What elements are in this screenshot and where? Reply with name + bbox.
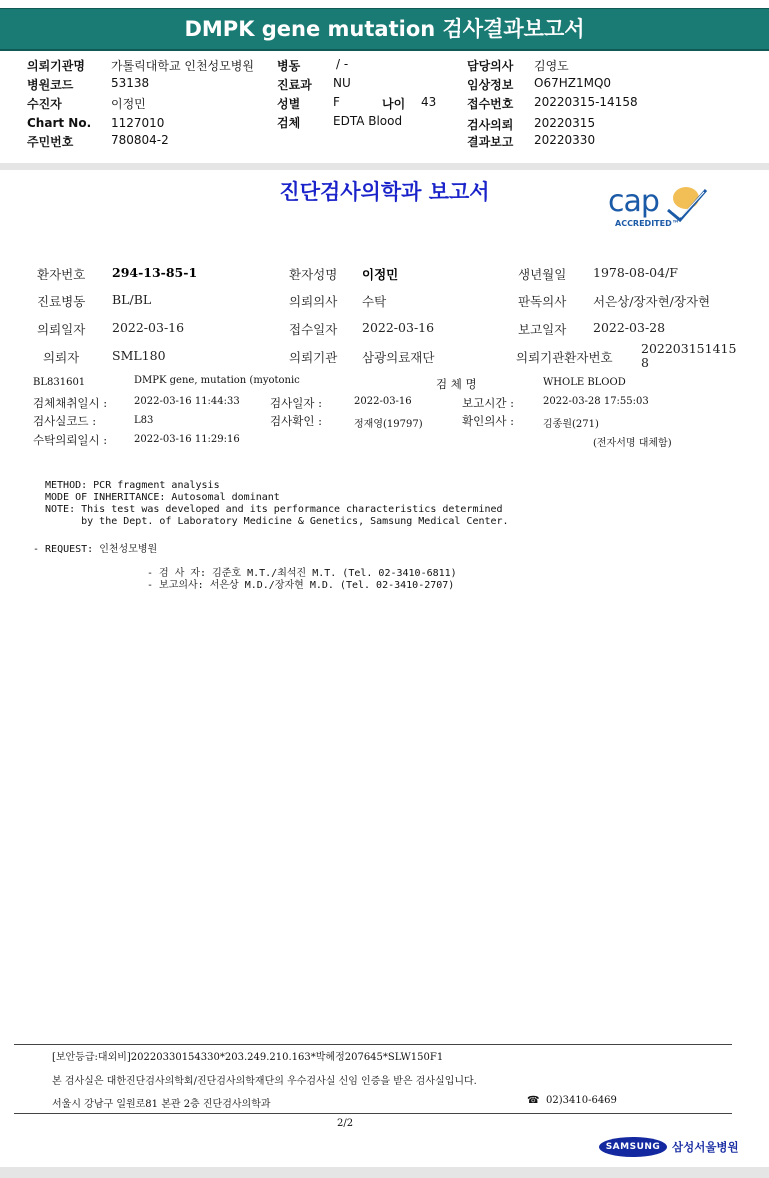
report-title: DMPK gene mutation 검사결과보고서 (0, 8, 769, 51)
confirm-label: 검사확인 : (270, 414, 322, 428)
doctor-value: 김종원(271) (543, 419, 599, 430)
specimen-value: WHOLE BLOOD (543, 377, 626, 388)
examiner-line: - 보고의사: 서은상 M.D./장자현 M.D. (Tel. 02-3410-2707) (147, 580, 455, 591)
testdate-label: 검사일자 : (270, 396, 322, 410)
patient-value: 2022-03-16 (112, 320, 185, 335)
collect-label: 검체채취일시 : (33, 396, 108, 410)
patient-value: 서은상/장자현/장자현 (593, 294, 711, 309)
header-value: / - (336, 57, 349, 71)
note-line: MODE OF INHERITANCE: Autosomal dominant (45, 492, 280, 503)
patient-value: 삼광의료재단 (362, 350, 435, 365)
request-line: - REQUEST: 인천성모병원 (33, 544, 158, 555)
header-value: 20220315 (534, 116, 596, 130)
patient-label: 진료병동 (37, 294, 86, 309)
header-label: 수진자 (27, 97, 62, 111)
header-value: EDTA Blood (333, 114, 403, 128)
header-value: 20220330 (534, 133, 596, 147)
security-line: [보안등급:대외비]20220330154330*203.249.210.163*박혜정207645*SLW150F1 (52, 1052, 444, 1063)
patient-label: 의뢰기관환자번호 (516, 350, 613, 365)
header-label: 의뢰기관명 (27, 59, 85, 73)
header-label: 주민번호 (27, 135, 74, 149)
header-label: 결과보고 (467, 135, 514, 149)
footer-divider (14, 1044, 732, 1045)
header-value: NU (333, 76, 351, 90)
footer-divider (14, 1113, 732, 1114)
patient-label: 환자번호 (37, 267, 86, 282)
header-value: 1127010 (111, 116, 165, 130)
age-value: 43 (421, 95, 437, 109)
cap-logo-text: cap (608, 184, 659, 219)
collect-value: 2022-03-16 11:44:33 (134, 396, 240, 407)
cert-line: 본 검사실은 대한진단검사의학회/진단검사의학재단의 우수검사실 신임 인증을 받은 검사실입니다. (52, 1076, 477, 1087)
consign-label: 수탁의뢰일시 : (33, 433, 108, 447)
room-label: 검사실코드 : (33, 414, 97, 428)
patient-label: 생년월일 (518, 267, 567, 282)
patient-label: 판독의사 (518, 294, 567, 309)
cap-accredited-logo (606, 184, 710, 232)
patient-value: 2022-03-16 (362, 320, 435, 335)
confirm-value: 정재영(19797) (354, 419, 423, 430)
header-value: 20220315-14158 (534, 95, 638, 109)
note-line: by the Dept. of Laboratory Medicine & Genetics, Samsung Medical Center. (45, 516, 509, 527)
page-number: 2/2 (337, 1118, 354, 1129)
patient-label: 의뢰자 (43, 350, 80, 365)
header-label: 검사의뢰 (467, 118, 514, 132)
patient-id: 294-13-85-1 (112, 265, 198, 280)
esign-note: (전자서명 대체함) (593, 438, 672, 449)
header-label: 담당의사 (467, 59, 514, 73)
doctor-label: 확인의사 : (462, 414, 514, 428)
cap-logo-sub: ACCREDITED™ (615, 219, 680, 228)
consign-value: 2022-03-16 11:29:16 (134, 434, 240, 445)
test-name: DMPK gene, mutation (myotonic (134, 375, 300, 386)
patient-value: SML180 (112, 348, 166, 363)
header-value: 780804-2 (111, 133, 169, 147)
header-value: 53138 (111, 76, 150, 90)
patient-label: 환자성명 (289, 267, 338, 282)
patient-value: 202203151415 (641, 341, 737, 356)
dept-report-title: 진단검사의학과 보고서 (279, 180, 490, 204)
header-value: 가톨릭대학교 인천성모병원 (111, 59, 254, 73)
header-value: F (333, 95, 340, 109)
reporttime-label: 보고시간 : (462, 396, 514, 410)
phone-icon: ☎ (527, 1095, 540, 1106)
header-label: Chart No. (27, 116, 92, 130)
testdate-value: 2022-03-16 (354, 396, 412, 407)
age-label: 나이 (382, 97, 406, 111)
patient-label: 보고일자 (518, 322, 567, 337)
hospital-name: 삼성서울병원 (672, 1140, 739, 1154)
header-separator (0, 163, 769, 170)
header-label: 병동 (277, 59, 301, 73)
room-value: L83 (134, 415, 154, 426)
patient-label: 의뢰기관 (289, 350, 338, 365)
header-value: O67HZ1MQ0 (534, 76, 612, 90)
header-label: 병원코드 (27, 78, 74, 92)
header-label: 검체 (277, 116, 301, 130)
patient-label: 접수일자 (289, 322, 338, 337)
header-value: 이정민 (111, 97, 146, 111)
reporttime-value: 2022-03-28 17:55:03 (543, 396, 649, 407)
header-label: 접수번호 (467, 97, 514, 111)
test-code: BL831601 (33, 377, 86, 388)
note-line: METHOD: PCR fragment analysis (45, 480, 220, 491)
header-label: 진료과 (277, 78, 312, 92)
header-value: 김영도 (534, 59, 569, 73)
patient-value: BL/BL (112, 292, 152, 307)
address-line: 서울시 강남구 일원로81 본관 2층 진단검사의학과 (52, 1099, 271, 1110)
header-label: 임상정보 (467, 78, 514, 92)
samsung-logo: SAMSUNG (599, 1137, 667, 1157)
header-label: 성별 (277, 97, 301, 111)
patient-value: 2022-03-28 (593, 320, 666, 335)
patient-value: 8 (641, 355, 649, 370)
patient-label: 의뢰의사 (289, 294, 338, 309)
patient-name: 이정민 (362, 267, 399, 282)
phone-number: 02)3410-6469 (546, 1095, 617, 1106)
patient-label: 의뢰일자 (37, 322, 86, 337)
examiner-line: - 검 사 자: 김준호 M.T./최석진 M.T. (Tel. 02-3410-6811) (147, 568, 457, 579)
patient-value: 수탁 (362, 294, 387, 309)
note-line: NOTE: This test was developed and its performance characteristics determined (45, 504, 503, 515)
patient-value: 1978-08-04/F (593, 265, 678, 280)
footer-bar (0, 1167, 769, 1178)
specimen-label: 검 체 명 (436, 377, 477, 391)
